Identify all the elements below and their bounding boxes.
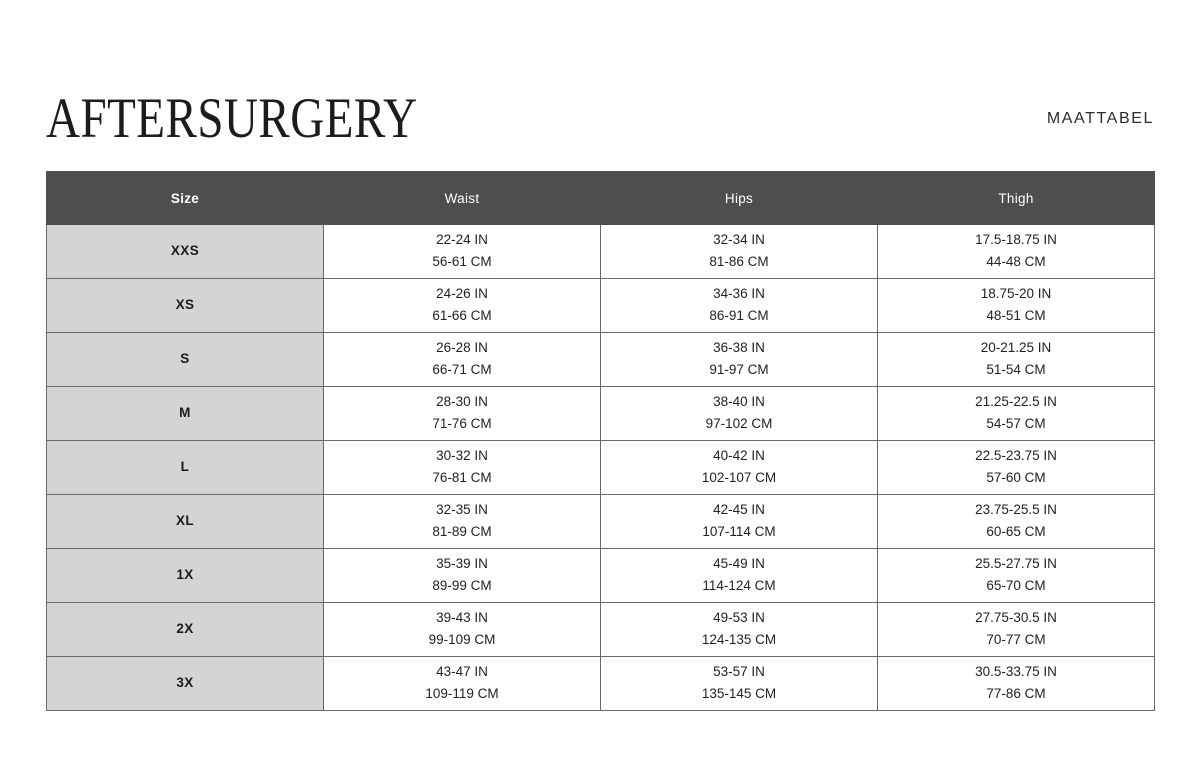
value-centimeters: 86-91 CM bbox=[709, 308, 769, 323]
cell-waist bbox=[324, 603, 601, 657]
cell-hips bbox=[601, 657, 878, 711]
value-centimeters: 81-86 CM bbox=[709, 254, 769, 269]
cell-size: 2X bbox=[47, 603, 324, 657]
value-centimeters: 66-71 CM bbox=[432, 362, 492, 377]
column-header-hips: Hips bbox=[601, 172, 878, 225]
value-centimeters: 48-51 CM bbox=[986, 308, 1046, 323]
value-centimeters: 114-124 CM bbox=[702, 578, 776, 593]
value-inches: 24-26 IN bbox=[436, 286, 488, 302]
value-centimeters: 89-99 CM bbox=[432, 578, 492, 593]
value-inches: 45-49 IN bbox=[713, 556, 765, 572]
cell-waist bbox=[324, 441, 601, 495]
cell-waist bbox=[324, 495, 601, 549]
cell-waist bbox=[324, 387, 601, 441]
value-centimeters: 81-89 CM bbox=[432, 524, 492, 539]
column-header-thigh: Thigh bbox=[878, 172, 1155, 225]
value-centimeters: 71-76 CM bbox=[432, 416, 492, 431]
cell-size: XL bbox=[47, 495, 324, 549]
value-centimeters: 70-77 CM bbox=[986, 632, 1046, 647]
value-centimeters: 107-114 CM bbox=[702, 524, 776, 539]
table-body bbox=[47, 225, 1155, 711]
value-centimeters: 54-57 CM bbox=[986, 416, 1046, 431]
table-row bbox=[47, 549, 1155, 603]
cell-hips bbox=[601, 441, 878, 495]
column-header-waist: Waist bbox=[324, 172, 601, 225]
cell-hips bbox=[601, 495, 878, 549]
value-inches: 30.5-33.75 IN bbox=[975, 664, 1057, 680]
cell-hips bbox=[601, 387, 878, 441]
cell-thigh bbox=[878, 333, 1155, 387]
value-centimeters: 44-48 CM bbox=[986, 254, 1046, 269]
size-chart-table-wrapper bbox=[46, 171, 1154, 711]
value-centimeters: 99-109 CM bbox=[428, 632, 496, 647]
cell-thigh bbox=[878, 279, 1155, 333]
value-inches: 53-57 IN bbox=[713, 664, 765, 680]
value-inches: 28-30 IN bbox=[436, 394, 488, 410]
value-centimeters: 102-107 CM bbox=[701, 470, 777, 485]
cell-thigh bbox=[878, 495, 1155, 549]
cell-thigh bbox=[878, 657, 1155, 711]
cell-hips bbox=[601, 603, 878, 657]
value-inches: 35-39 IN bbox=[436, 556, 488, 572]
table-row bbox=[47, 603, 1155, 657]
cell-size: 3X bbox=[47, 657, 324, 711]
cell-size: M bbox=[47, 387, 324, 441]
table-row bbox=[47, 333, 1155, 387]
document-title: MAATTABEL bbox=[1046, 110, 1154, 127]
value-centimeters: 65-70 CM bbox=[986, 578, 1046, 593]
value-centimeters: 124-135 CM bbox=[701, 632, 777, 647]
table-row bbox=[47, 495, 1155, 549]
table-row bbox=[47, 225, 1155, 279]
cell-hips bbox=[601, 225, 878, 279]
table-header bbox=[47, 172, 1155, 225]
value-inches: 20-21.25 IN bbox=[980, 340, 1052, 356]
value-inches: 36-38 IN bbox=[713, 340, 765, 356]
value-inches: 26-28 IN bbox=[436, 340, 488, 356]
cell-hips bbox=[601, 549, 878, 603]
value-centimeters: 60-65 CM bbox=[986, 524, 1046, 539]
cell-size: XS bbox=[47, 279, 324, 333]
value-inches: 27.75-30.5 IN bbox=[975, 610, 1057, 626]
value-inches: 38-40 IN bbox=[713, 394, 765, 410]
value-centimeters: 76-81 CM bbox=[432, 470, 492, 485]
value-inches: 25.5-27.75 IN bbox=[975, 556, 1057, 572]
cell-waist bbox=[324, 657, 601, 711]
cell-waist bbox=[324, 225, 601, 279]
value-centimeters: 97-102 CM bbox=[705, 416, 773, 431]
size-chart-table bbox=[46, 171, 1155, 711]
value-inches: 23.75-25.5 IN bbox=[975, 502, 1057, 518]
value-inches: 32-35 IN bbox=[436, 502, 488, 518]
cell-thigh bbox=[878, 603, 1155, 657]
value-inches: 30-32 IN bbox=[436, 448, 488, 464]
value-inches: 34-36 IN bbox=[713, 286, 765, 302]
cell-size: L bbox=[47, 441, 324, 495]
value-inches: 42-45 IN bbox=[713, 502, 765, 518]
table-row bbox=[47, 657, 1155, 711]
table-row bbox=[47, 387, 1155, 441]
value-centimeters: 135-145 CM bbox=[701, 686, 777, 701]
cell-thigh bbox=[878, 441, 1155, 495]
value-centimeters: 56-61 CM bbox=[432, 254, 492, 269]
cell-waist bbox=[324, 333, 601, 387]
value-inches: 43-47 IN bbox=[436, 664, 488, 680]
cell-hips bbox=[601, 279, 878, 333]
cell-size: XXS bbox=[47, 225, 324, 279]
table-header-row bbox=[47, 172, 1155, 225]
value-inches: 49-53 IN bbox=[713, 610, 765, 626]
value-inches: 22.5-23.75 IN bbox=[975, 448, 1057, 464]
cell-size: 1X bbox=[47, 549, 324, 603]
value-inches: 22-24 IN bbox=[436, 232, 488, 248]
value-centimeters: 91-97 CM bbox=[709, 362, 769, 377]
column-header-size: Size bbox=[47, 172, 324, 225]
value-centimeters: 61-66 CM bbox=[432, 308, 492, 323]
table-row bbox=[47, 279, 1155, 333]
value-centimeters: 57-60 CM bbox=[986, 470, 1046, 485]
value-inches: 32-34 IN bbox=[713, 232, 765, 248]
value-inches: 21.25-22.5 IN bbox=[975, 394, 1057, 410]
cell-thigh bbox=[878, 387, 1155, 441]
value-centimeters: 51-54 CM bbox=[986, 362, 1046, 377]
cell-waist bbox=[324, 549, 601, 603]
value-inches: 40-42 IN bbox=[713, 448, 765, 464]
cell-hips bbox=[601, 333, 878, 387]
table-row bbox=[47, 441, 1155, 495]
value-centimeters: 109-119 CM bbox=[425, 686, 499, 701]
value-inches: 18.75-20 IN bbox=[980, 286, 1052, 302]
document-header bbox=[46, 88, 1154, 150]
value-centimeters: 77-86 CM bbox=[986, 686, 1046, 701]
cell-thigh bbox=[878, 549, 1155, 603]
value-inches: 17.5-18.75 IN bbox=[975, 232, 1057, 248]
cell-size: S bbox=[47, 333, 324, 387]
cell-thigh bbox=[878, 225, 1155, 279]
value-inches: 39-43 IN bbox=[436, 610, 488, 626]
brand-logo: AFTERSURGERY bbox=[46, 86, 418, 151]
cell-waist bbox=[324, 279, 601, 333]
